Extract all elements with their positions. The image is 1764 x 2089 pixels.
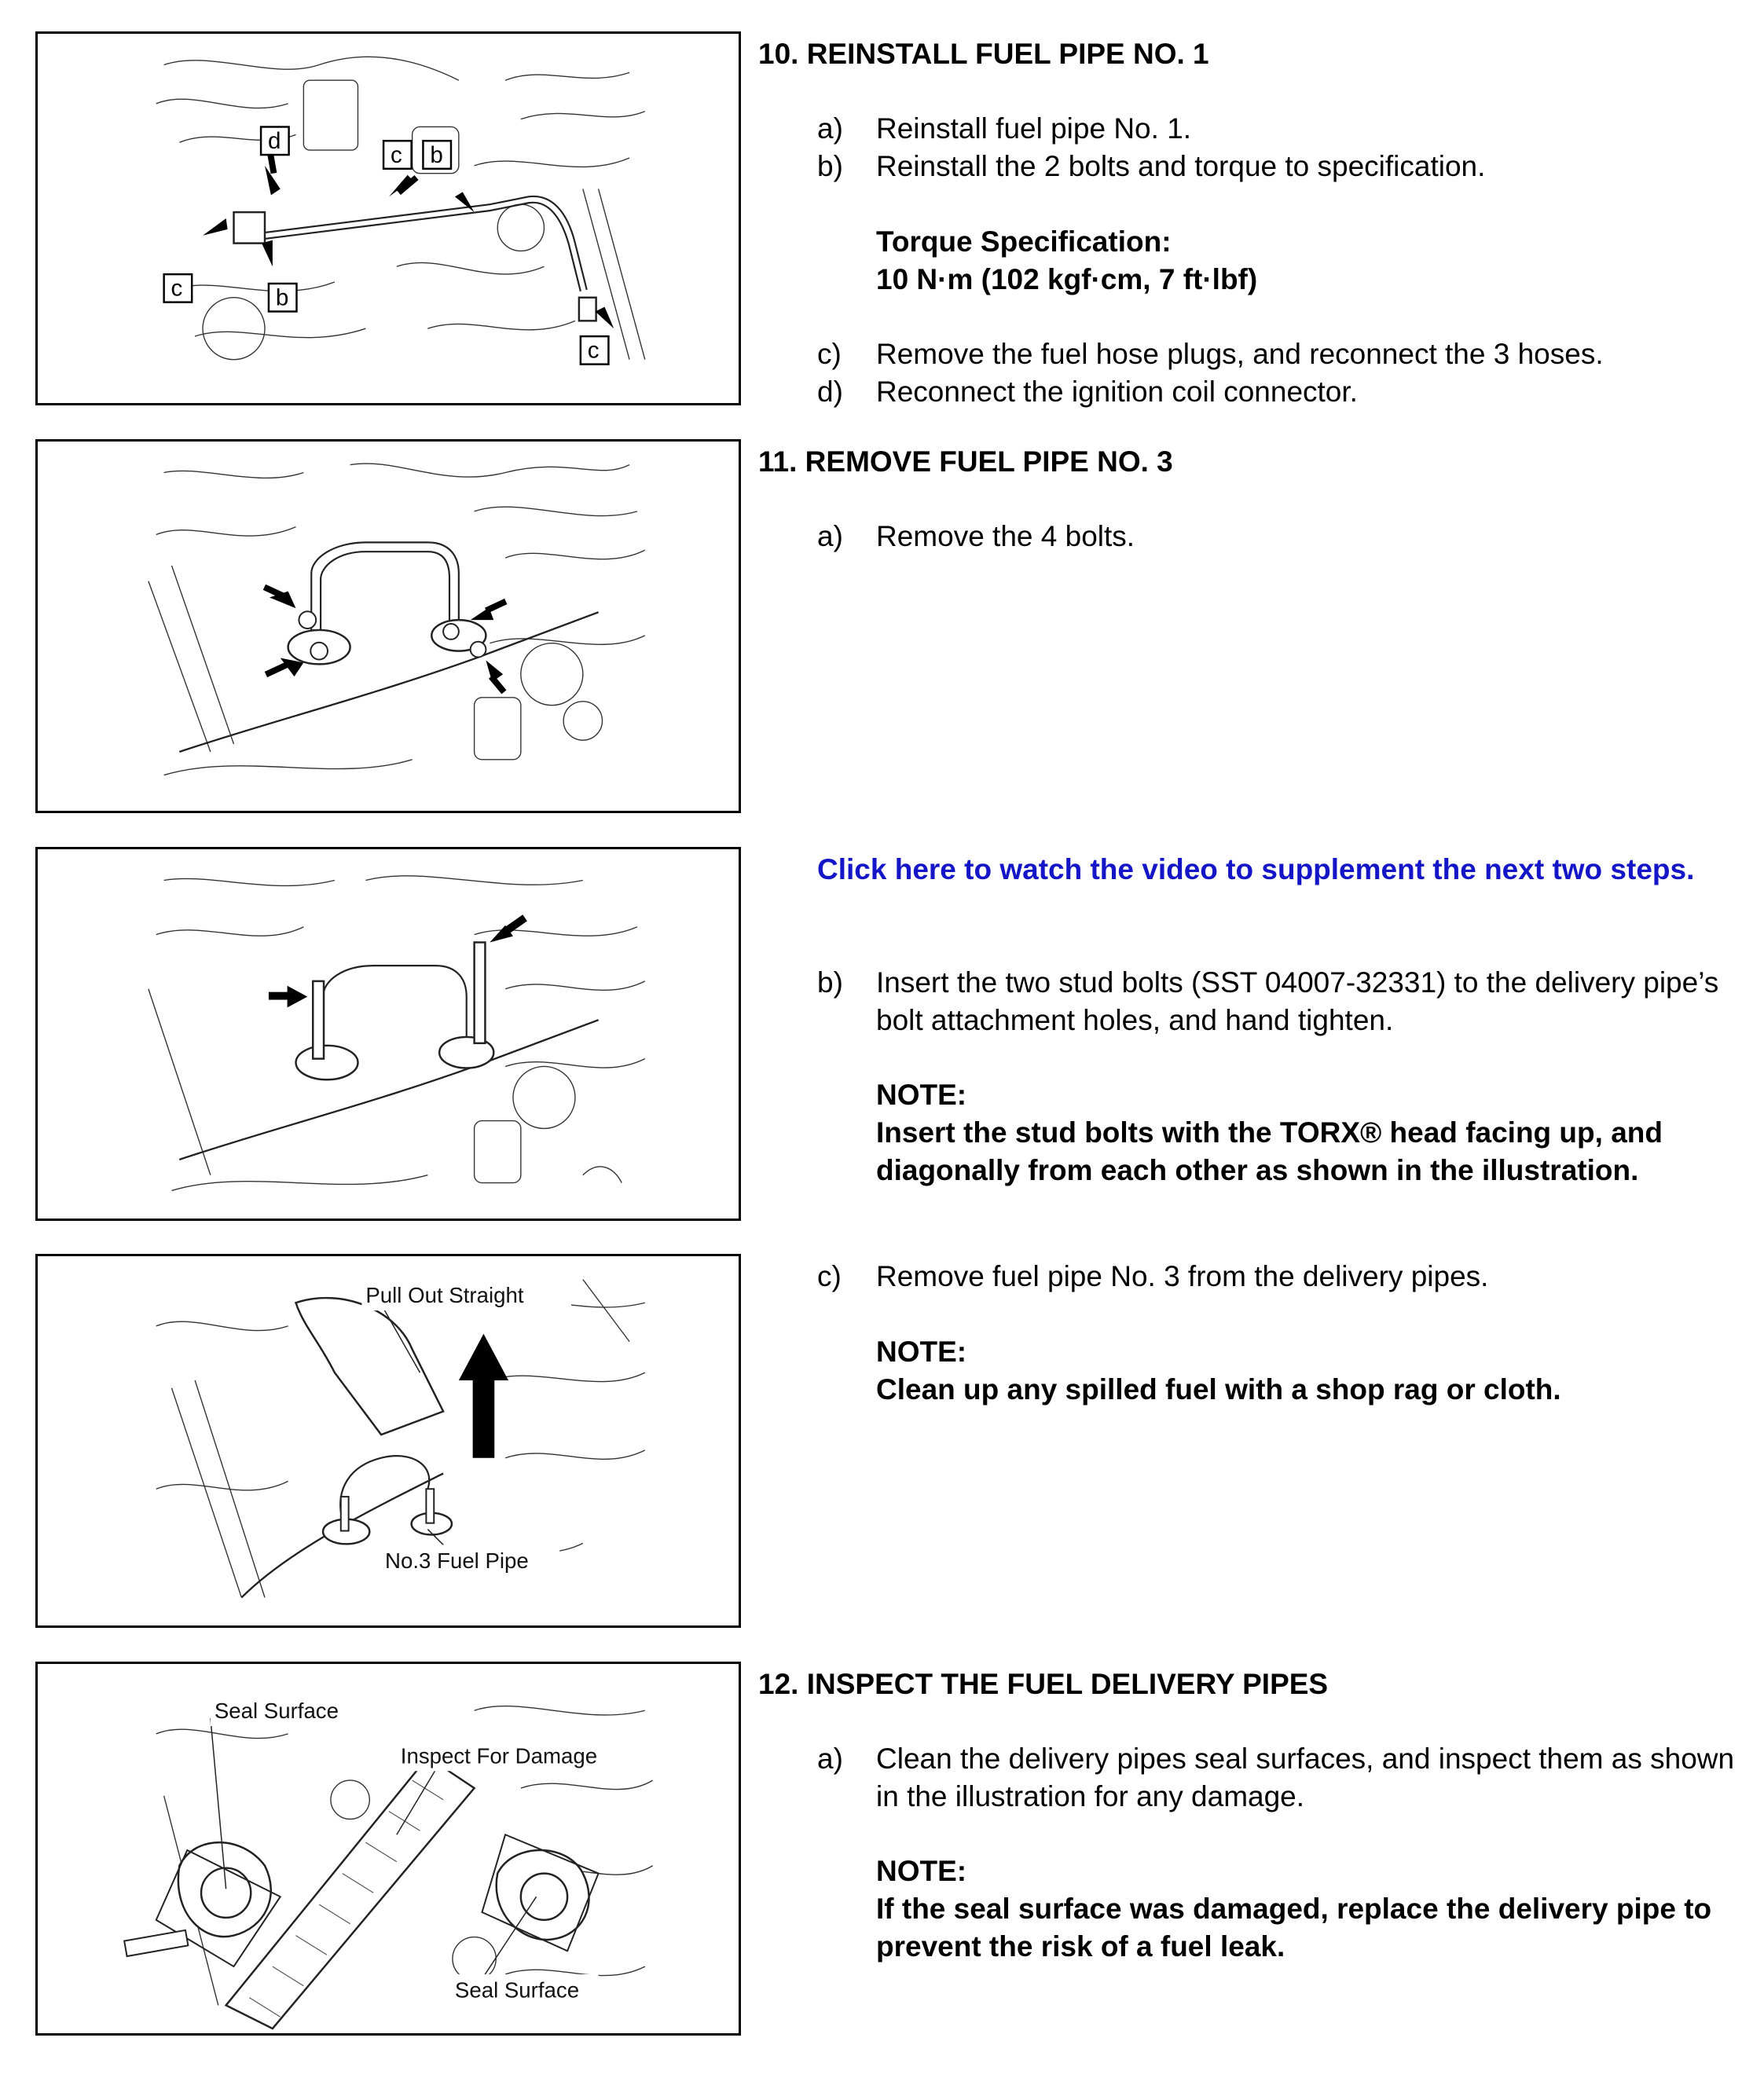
callout-d: d: [267, 128, 281, 155]
step-label: c): [817, 1260, 842, 1292]
step-11b: [817, 964, 1744, 1039]
step-10d: [817, 373, 1744, 411]
step-10b: [817, 148, 1744, 185]
engine-illustration-1: [38, 34, 739, 403]
step-text: Clean the delivery pipes seal surfaces, and inspect them as shown in the illustration for any damage.: [876, 1743, 1735, 1812]
label-seal-surface-bottom: Seal Surface: [454, 1977, 580, 2003]
section-12-heading: 12. INSPECT THE FUEL DELIVERY PIPES: [758, 1668, 1329, 1700]
figure-remove-4-bolts: [35, 439, 741, 813]
label-seal-surface-top: Seal Surface: [214, 1699, 339, 1724]
label-inspect-for-damage: Inspect For Damage: [400, 1743, 598, 1768]
step-10c: [817, 335, 1744, 373]
note-text: Insert the stud bolts with the TORX® head facing up, and diagonally from each other as shown in the illustration.: [876, 1116, 1663, 1186]
note-text: Clean up any spilled fuel with a shop rag or cloth.: [876, 1373, 1561, 1405]
callout-labels: [164, 126, 609, 364]
step-label: b): [817, 150, 843, 182]
step-10a: [817, 110, 1744, 148]
engine-illustration-5: [38, 1664, 739, 2033]
torque-spec-value: 10 N·m (102 kgf·cm, 7 ft·lbf): [876, 263, 1258, 295]
step-label: a): [817, 1743, 843, 1775]
step-11c: [817, 1258, 1744, 1296]
step-text: Remove the fuel hose plugs, and reconnect the 3 hoses.: [876, 338, 1604, 370]
callout-c: c: [390, 141, 402, 168]
section-10-heading: 10. REINSTALL FUEL PIPE NO. 1: [758, 38, 1209, 70]
step-11a: [817, 518, 1744, 555]
engine-illustration-3: [38, 849, 739, 1219]
engine-illustration-4: [38, 1256, 739, 1625]
section-11-heading: 11. REMOVE FUEL PIPE NO. 3: [758, 445, 1173, 478]
callout-c: c: [587, 337, 600, 364]
label-no3-fuel-pipe: No.3 Fuel Pipe: [385, 1548, 529, 1573]
step-text: Reconnect the ignition coil connector.: [876, 376, 1358, 408]
video-link[interactable]: Click here to watch the video to supplement the next two steps.: [817, 853, 1695, 885]
note-text: If the seal surface was damaged, replace the delivery pipe to prevent the risk of a fuel leak.: [876, 1893, 1712, 1963]
note-title: NOTE:: [876, 1079, 967, 1111]
torque-spec-title: Torque Specification:: [876, 225, 1172, 258]
note-title: NOTE:: [876, 1336, 967, 1368]
step-text: Remove fuel pipe No. 3 from the delivery pipes.: [876, 1260, 1489, 1292]
step-label: a): [817, 112, 843, 145]
step-12a: [817, 1740, 1744, 1816]
label-pull-out-straight: Pull Out Straight: [365, 1283, 524, 1308]
figure-reinstall-fuel-pipe-1: [35, 31, 741, 405]
callout-b: b: [430, 141, 443, 168]
engine-illustration-2: [38, 442, 739, 811]
step-label: a): [817, 520, 843, 552]
step-text: Remove the 4 bolts.: [876, 520, 1135, 552]
figure-insert-stud-bolts: [35, 847, 741, 1221]
callout-c: c: [171, 275, 183, 302]
step-text: Reinstall fuel pipe No. 1.: [876, 112, 1192, 145]
figure-inspect-seal-surfaces: [35, 1662, 741, 2036]
step-text: Insert the two stud bolts (SST 04007-32331) to the delivery pipe’s bolt attachment holes, and hand tighten.: [876, 966, 1719, 1036]
figure-pull-out-fuel-pipe: [35, 1254, 741, 1628]
note-title: NOTE:: [876, 1855, 967, 1887]
callout-b: b: [275, 284, 289, 311]
step-label: d): [817, 376, 843, 408]
step-label: b): [817, 966, 843, 999]
step-label: c): [817, 338, 842, 370]
step-text: Reinstall the 2 bolts and torque to specification.: [876, 150, 1486, 182]
